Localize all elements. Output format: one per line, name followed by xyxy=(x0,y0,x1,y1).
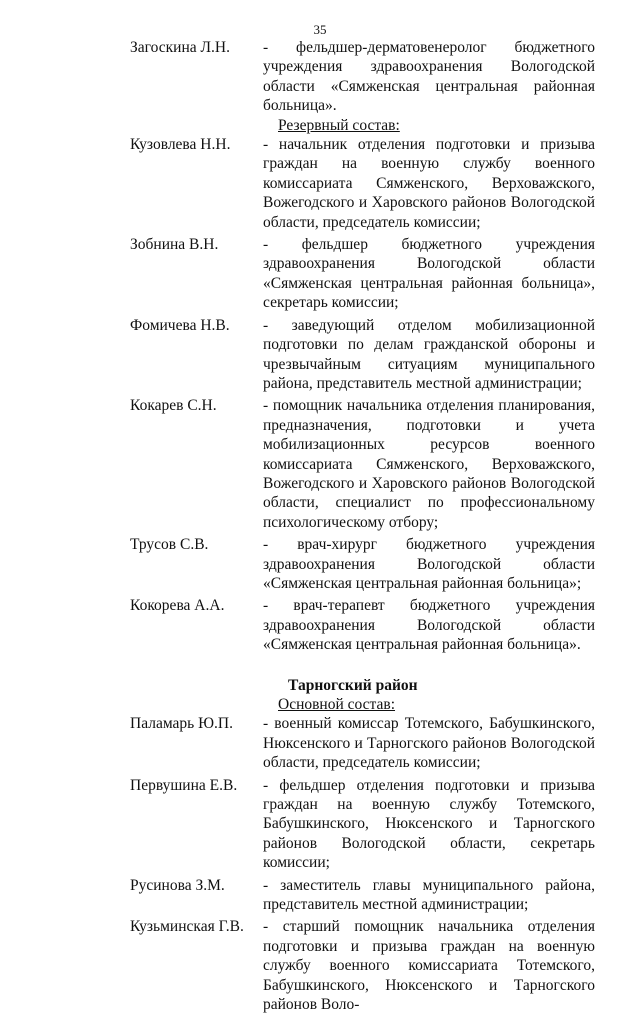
member-row xyxy=(130,38,595,116)
member-name: Кокорева А.А. xyxy=(130,597,225,615)
member-name: Фомичева Н.В. xyxy=(130,316,230,334)
member-name: Паламарь Ю.П. xyxy=(130,715,233,733)
member-row xyxy=(130,235,595,313)
member-name: Кокарев С.Н. xyxy=(130,397,217,415)
member-name: Кузовлева Н.Н. xyxy=(130,136,231,154)
member-name: Кузьминская Г.В. xyxy=(130,918,244,936)
member-name: Первушина Е.В. xyxy=(130,776,238,794)
member-row xyxy=(130,316,595,394)
member-row xyxy=(130,776,595,873)
member-name: Зобнина В.Н. xyxy=(130,236,219,254)
member-row xyxy=(130,135,595,232)
member-description: - фельдшер отделения подготовки и призыва граждан на военную службу Тотемского, Бабушкинского, Нюксенского и Тарногского районов Вологодской области, секретарь комиссии; xyxy=(263,776,595,872)
main-subheading: Основной состав: xyxy=(278,696,396,713)
member-name: Загоскина Л.Н. xyxy=(130,39,230,56)
member-description: - начальник отделения подготовки и призыва граждан на военную службу военного комиссариата Сямженского, Верховажского, Вожегодского и Харовского районов Вологодской области, председатель комиссии; xyxy=(263,136,595,231)
member-row xyxy=(130,917,595,1014)
member-description: - врач-терапевт бюджетного учреждения здравоохранения Вологодской области «Сямженская центральная районная больница». xyxy=(263,597,595,654)
page-number: 35 xyxy=(313,22,327,37)
member-description: - фельдшер бюджетного учреждения здравоохранения Вологодской области «Сямженская центральная районная больница», секретарь комиссии; xyxy=(263,236,595,312)
member-description: - заведующий отделом мобилизационной подготовки по делам гражданской обороны и чрезвычайным ситуациям муниципального района, представитель местной администрации; xyxy=(263,316,595,392)
member-description: - врач-хирург бюджетного учреждения здравоохранения Вологодской области «Сямженская центральная районная больница»; xyxy=(263,536,595,592)
reserve-subheading: Резервный состав: xyxy=(278,116,400,134)
member-description: - старший помощник начальника отделения подготовки и призыва граждан на военную службу военного комиссариата Тотемского, Бабушкинского, Нюксенского и Тарногского районов Воло- xyxy=(263,918,595,1014)
member-description: - фельдшер-дерматовенеролог бюджетного учреждения здравоохранения Вологодской области «Сямженская центральная районная больница». xyxy=(263,39,595,115)
member-name: Трусов С.В. xyxy=(130,536,209,554)
member-description: - военный комиссар Тотемского, Бабушкинского, Нюксенского и Тарногского районов Вологодской области, председатель комиссии; xyxy=(263,715,595,772)
member-row xyxy=(130,535,595,593)
member-row xyxy=(130,714,595,772)
document-body xyxy=(130,38,595,1015)
district-heading: Тарногский район xyxy=(288,676,418,694)
member-name: Русинова З.М. xyxy=(130,876,225,894)
member-row xyxy=(130,596,595,654)
member-description: - заместитель главы муниципального района, представитель местной администрации; xyxy=(263,876,595,914)
member-description: - помощник начальника отделения планирования, предназначения, подготовки и учета мобилизационных ресурсов военного комиссариата Сямженского, Верховажского, Вожегодского и Харовского районов Вологодской области, специалист по профессиональному психологическому отбору; xyxy=(263,397,595,531)
member-row xyxy=(130,876,595,915)
member-row xyxy=(130,396,595,532)
